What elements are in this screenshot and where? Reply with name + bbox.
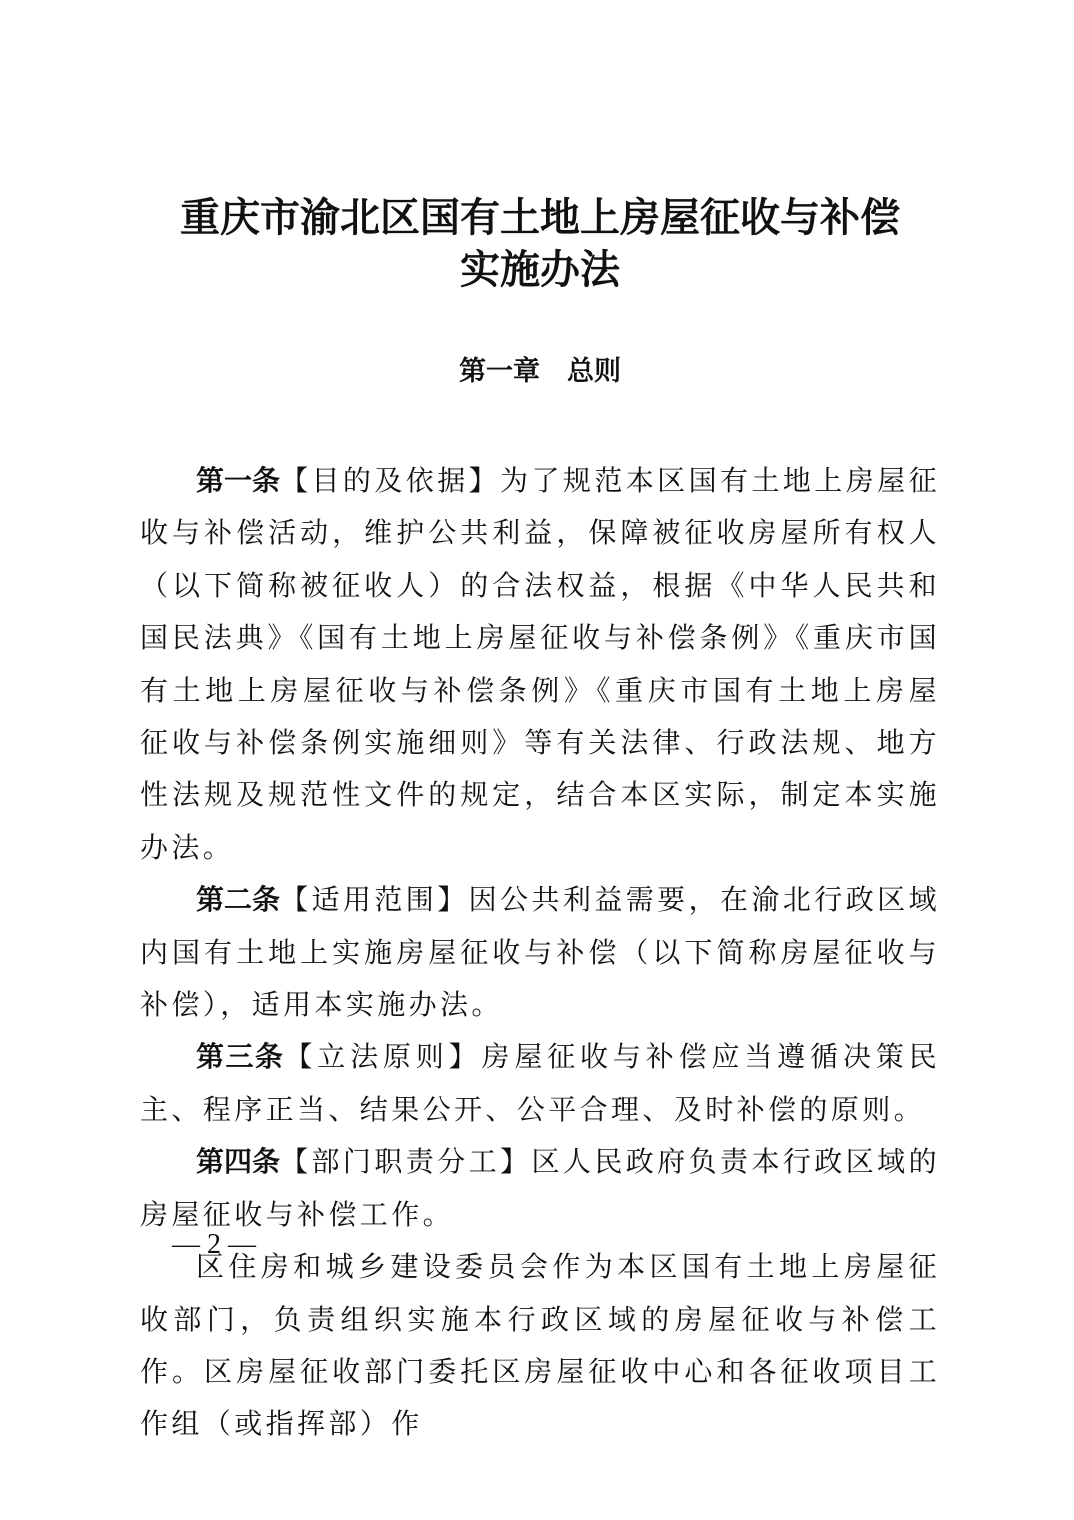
article-3-text: 【立法原则】房屋征收与补偿应当遵循决策民主、程序正当、结果公开、公平合理、及时补偿的原则。 bbox=[140, 1040, 940, 1126]
page-number: — 2 — bbox=[172, 1229, 256, 1260]
article-4-paragraph-2: 区住房和城乡建设委员会作为本区国有土地上房屋征收部门，负责组织实施本行政区域的房屋征收与补偿工作。区房屋征收部门委托区房屋征收中心和各征收项目工作组（或指挥部）作 bbox=[140, 1250, 940, 1441]
article-2-number: 第二条 bbox=[196, 883, 281, 917]
article-1 bbox=[140, 455, 940, 874]
article-2-text: 【适用范围】因公共利益需要，在渝北行政区域内国有土地上实施房屋征收与补偿（以下简称房屋征收与补偿），适用本实施办法。 bbox=[140, 883, 940, 1022]
article-2 bbox=[140, 874, 940, 1031]
article-1-number: 第一条 bbox=[196, 464, 281, 497]
article-4 bbox=[140, 1136, 940, 1241]
article-4-text: 【部门职责分工】区人民政府负责本行政区域的房屋征收与补偿工作。 bbox=[140, 1145, 940, 1231]
chapter-heading: 第一章 总则 bbox=[459, 356, 621, 387]
article-1-text: 【目的及依据】为了规范本区国有土地上房屋征收与补偿活动，维护公共利益，保障被征收房屋所有权人（以下简称被征收人）的合法权益，根据《中华人民共和国民法典》《国有土地上房屋征收与补偿条例》《重庆市国有土地上房屋征收与补偿条例》《重庆市国有土地上房屋征收与补偿条例实施细则》等有关法律、行政法规、地方性法规及规范性文件的规定，结合本区实际，制定本实施办法。 bbox=[140, 464, 940, 864]
article-3 bbox=[140, 1031, 940, 1136]
article-4-number: 第四条 bbox=[196, 1145, 281, 1179]
document-body bbox=[140, 455, 940, 1451]
document-title-line-1: 重庆市渝北区国有土地上房屋征收与补偿 bbox=[180, 194, 900, 241]
article-3-number: 第三条 bbox=[196, 1040, 285, 1074]
document-title-line-2: 实施办法 bbox=[460, 246, 620, 293]
